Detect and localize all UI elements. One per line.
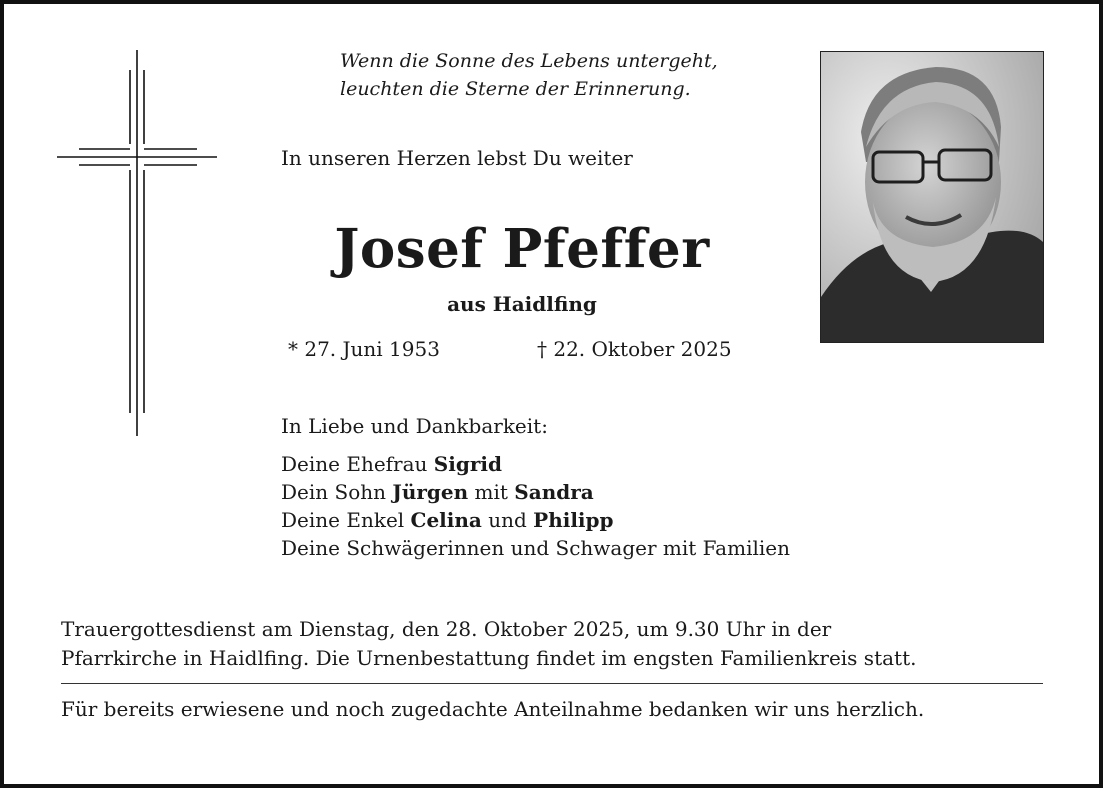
quote-line-2: leuchten die Sterne der Erinnerung. [340, 78, 691, 100]
mourner-line: Dein Sohn Jürgen mit Sandra [281, 480, 594, 504]
mourner-line: Deine Ehefrau Sigrid [281, 452, 502, 476]
service-notice [61, 615, 916, 673]
cross-icon [55, 48, 220, 438]
quote-line-1: Wenn die Sonne des Lebens untergeht, [340, 50, 718, 72]
dedication-line: In Liebe und Dankbarkeit: [281, 414, 548, 438]
deceased-origin: aus Haidlfing [447, 292, 597, 316]
deceased-name: Josef Pfeffer [334, 218, 710, 280]
divider [61, 683, 1043, 684]
death-date: † 22. Oktober 2025 [537, 337, 732, 361]
service-line-1: Trauergottesdienst am Dienstag, den 28. Oktober 2025, um 9.30 Uhr in der [61, 617, 832, 641]
service-line-2: Pfarrkirche in Haidlfing. Die Urnenbestattung findet im engsten Familienkreis statt. [61, 646, 917, 670]
thanks-line: Für bereits erwiesene und noch zugedachte Anteilnahme bedanken wir uns herzlich. [61, 697, 925, 721]
portrait-photo [820, 51, 1044, 343]
heart-line: In unseren Herzen lebst Du weiter [281, 146, 633, 170]
memorial-quote [340, 47, 718, 103]
mourner-line: Deine Enkel Celina und Philipp [281, 508, 614, 532]
birth-date: * 27. Juni 1953 [288, 337, 440, 361]
portrait-illustration [821, 52, 1043, 342]
mourners-list [281, 450, 790, 562]
mourner-line: Deine Schwägerinnen und Schwager mit Familien [281, 536, 790, 560]
